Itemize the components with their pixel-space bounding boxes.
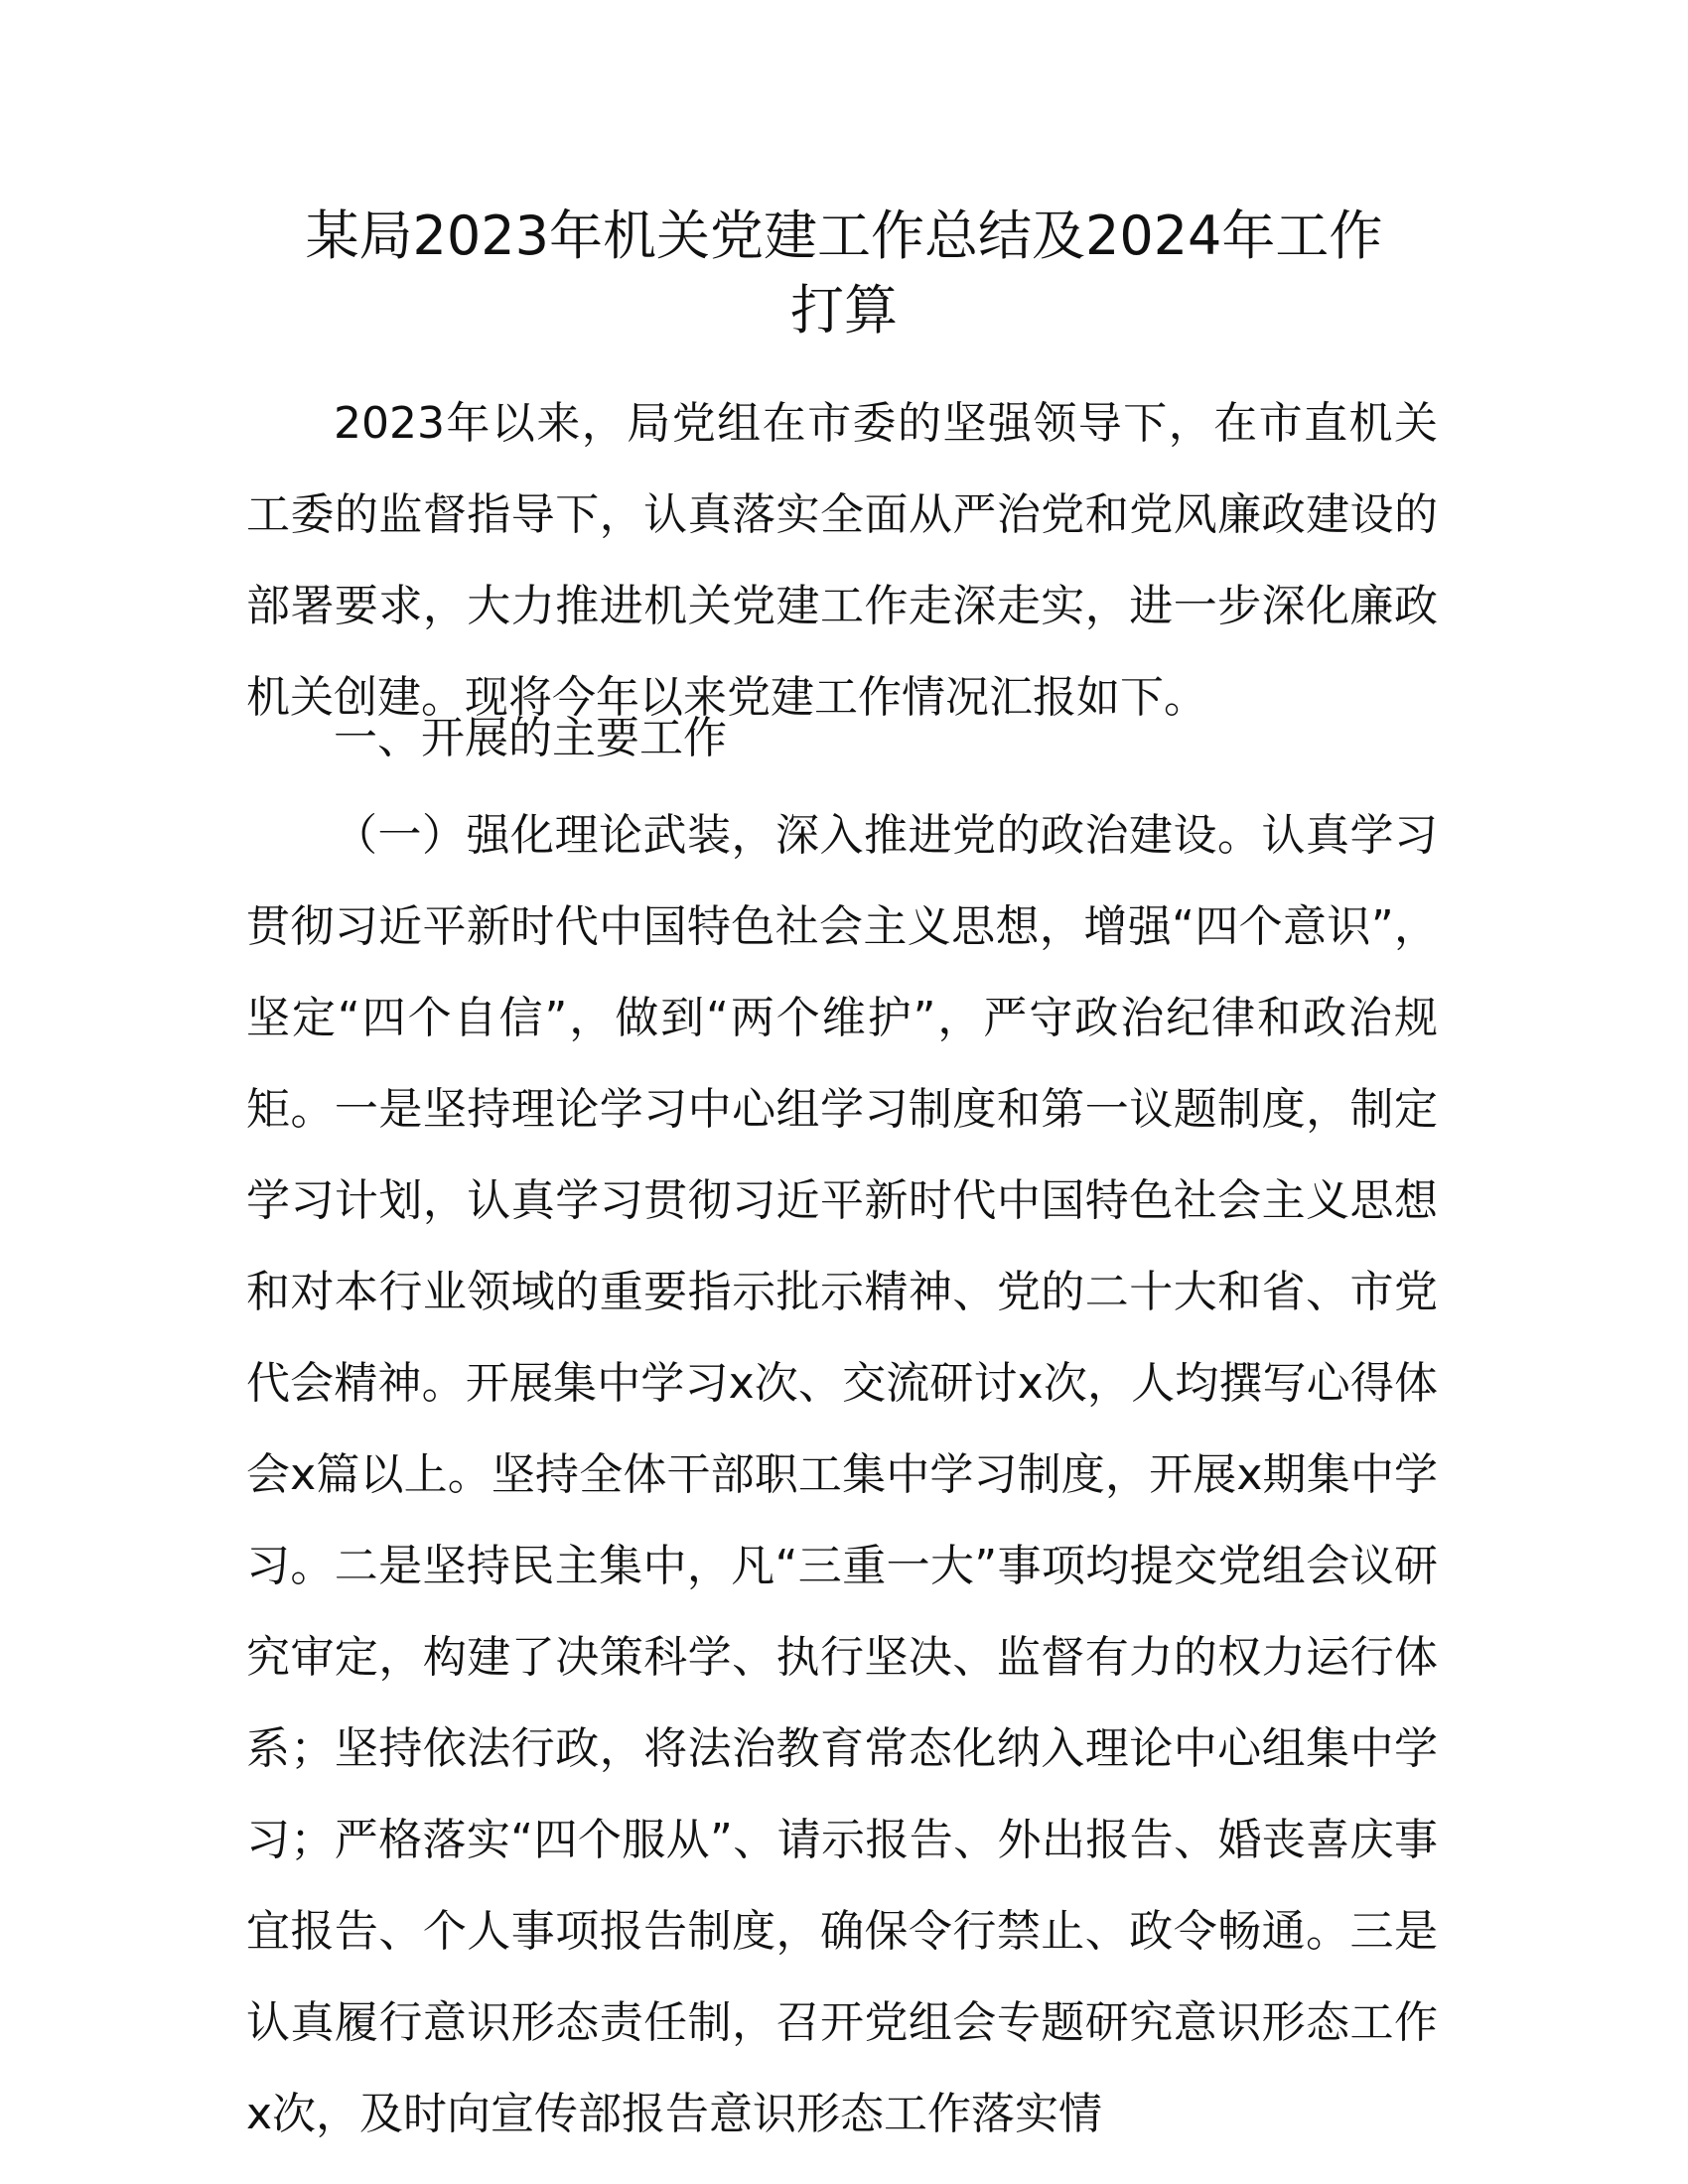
intro-paragraph: 2023年以来，局党组在市委的坚强领导下，在市直机关工委的监督指导下，认真落实全面从严治党和党风廉政建设的部署要求，大力推进机关党建工作走深走实，进一步深化廉政机关创建。现将今年以来党建工作情况汇报如下。: [246, 398, 1438, 723]
document-title-line-1: 某局2023年机关党建工作总结及2024年工作: [305, 205, 1383, 267]
document-title: [238, 199, 1450, 347]
document-title-line-2: 打算: [790, 279, 898, 341]
section-one-paragraph: （一）强化理论武装，深入推进党的政治建设。认真学习贯彻习近平新时代中国特色社会主义思想，增强“四个意识”，坚定“四个自信”，做到“两个维护”，严守政治纪律和政治规矩。一是坚持理论学习中心组学习制度和第一议题制度，制定学习计划，认真学习贯彻习近平新时代中国特色社会主义思想和对本行业领域的重要指示批示精神、党的二十大和省、市党代会精神。开展集中学习x次、交流研讨x次，人均撰写心得体会x篇以上。坚持全体干部职工集中学习制度，开展x期集中学习。二是坚持民主集中，凡“三重一大”事项均提交党组会议研究审定，构建了决策科学、执行坚决、监督有力的权力运行体系；坚持依法行政，将法治教育常态化纳入理论中心组集中学习；严格落实“四个服从”、请示报告、外出报告、婚丧喜庆事宜报告、个人事项报告制度，确保令行禁止、政令畅通。三是认真履行意识形态责任制，召开党组会专题研究意识形态工作x次，及时向宣传部报告意识形态工作落实情: [246, 810, 1438, 2139]
section-heading: 一、开展的主要工作: [334, 713, 727, 763]
